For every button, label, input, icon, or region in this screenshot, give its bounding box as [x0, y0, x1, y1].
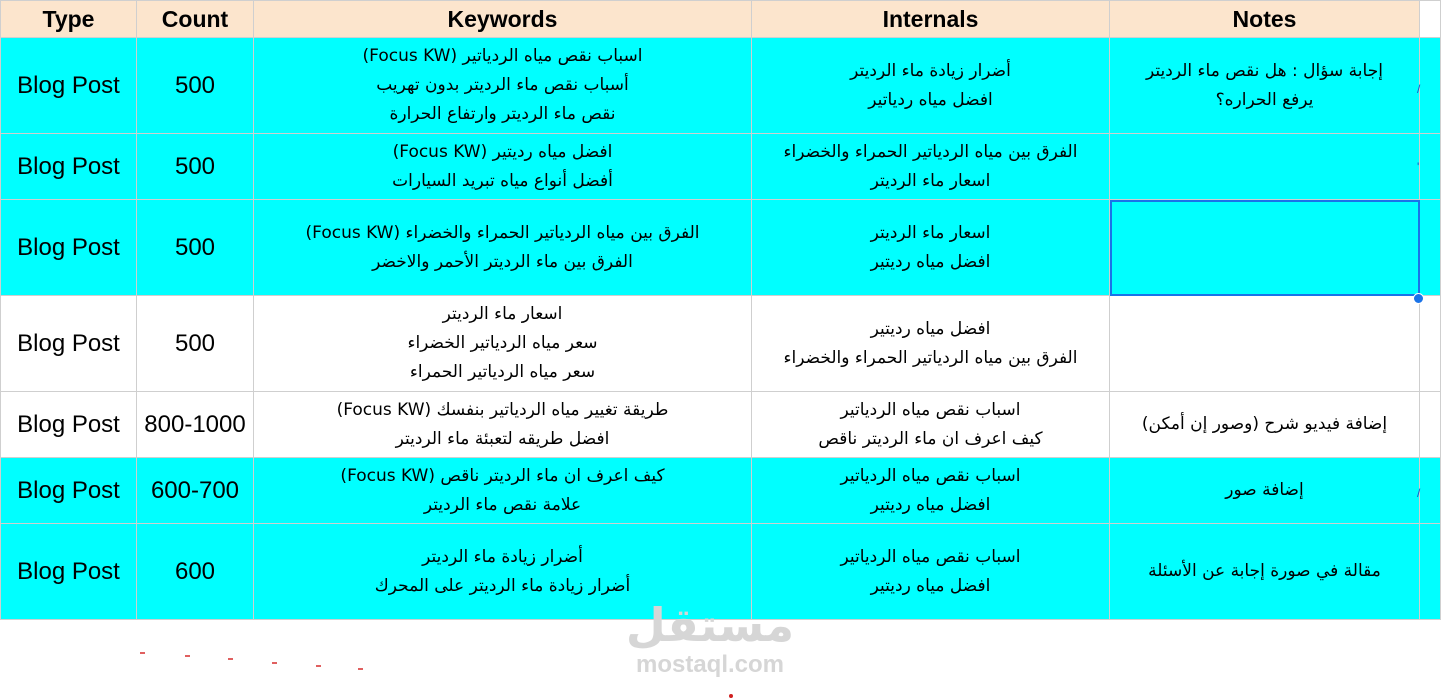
keywords-cell-line: سعر مياه الردياتير الخضراء	[407, 333, 598, 353]
internals-cell[interactable]	[752, 200, 1110, 296]
internals-cell[interactable]	[752, 296, 1110, 392]
type-cell[interactable]: Blog Post	[1, 38, 137, 134]
extra-cell[interactable]	[1420, 392, 1441, 458]
internals-cell-line: افضل مياه رديتير	[870, 251, 991, 272]
column-header-type[interactable]: Type	[1, 1, 137, 38]
extra-cell[interactable]	[1420, 200, 1441, 296]
header-row	[1, 1, 1441, 38]
artifact-speck	[272, 662, 277, 664]
count-cell[interactable]: 500	[137, 38, 254, 134]
column-header-extra[interactable]	[1420, 1, 1441, 38]
extra-cell[interactable]	[1420, 296, 1441, 392]
notes-cell[interactable]	[1110, 524, 1420, 620]
count-cell[interactable]: 500	[137, 200, 254, 296]
type-cell[interactable]: Blog Post	[1, 458, 137, 524]
notes-cell[interactable]	[1110, 200, 1420, 296]
notes-cell-line: إضافة فيديو شرح (وصور إن أمكن)	[1141, 414, 1388, 434]
type-cell[interactable]: Blog Post	[1, 200, 137, 296]
cell-overflow-mark: /	[1417, 486, 1421, 500]
artifact-speck	[316, 665, 321, 667]
internals-cell-line: اسباب نقص مياه الردياتير	[840, 465, 1021, 486]
keywords-cell[interactable]	[254, 134, 752, 200]
internals-cell-line: افضل مياه رديتير	[870, 494, 991, 515]
keywords-cell-line: الفرق بين ماء الرديتر الأحمر والاخضر	[372, 251, 633, 272]
internals-cell-line: اسعار ماء الرديتر	[870, 222, 991, 243]
notes-cell-line: يرفع الحراره؟	[1215, 89, 1314, 110]
internals-cell-line: افضل مياه رديتير	[870, 318, 991, 339]
count-cell[interactable]: 600-700	[137, 458, 254, 524]
notes-cell[interactable]	[1110, 392, 1420, 458]
table-row	[1, 134, 1441, 200]
internals-cell-line: الفرق بين مياه الردياتير الحمراء والخضراء	[783, 347, 1078, 368]
keywords-cell-line: أفضل أنواع مياه تبريد السيارات	[392, 170, 613, 191]
artifact-speck	[729, 694, 733, 698]
keywords-cell-line: علامة نقص ماء الرديتر	[423, 494, 582, 515]
internals-cell[interactable]	[752, 458, 1110, 524]
keywords-cell[interactable]	[254, 458, 752, 524]
notes-cell[interactable]	[1110, 296, 1420, 392]
keywords-cell-line: طريقة تغيير مياه الردياتير بنفسك (Focus KW)	[336, 399, 669, 420]
count-cell[interactable]: 800-1000	[137, 392, 254, 458]
watermark-arabic: مستقل	[625, 598, 795, 652]
count-cell[interactable]: 500	[137, 296, 254, 392]
keywords-cell[interactable]	[254, 392, 752, 458]
table-row	[1, 458, 1441, 524]
internals-cell[interactable]	[752, 38, 1110, 134]
cell-overflow-mark: '	[1417, 160, 1420, 174]
notes-cell[interactable]	[1110, 134, 1420, 200]
internals-cell-line: الفرق بين مياه الردياتير الحمراء والخضراء	[783, 141, 1078, 162]
internals-cell[interactable]	[752, 524, 1110, 620]
keywords-cell[interactable]	[254, 296, 752, 392]
watermark-logo	[620, 600, 800, 680]
notes-cell[interactable]	[1110, 38, 1420, 134]
internals-cell-line: اسباب نقص مياه الردياتير	[840, 399, 1021, 420]
table-row	[1, 392, 1441, 458]
artifact-speck	[228, 658, 233, 660]
keywords-cell-line: افضل مياه رديتير (Focus KW)	[392, 141, 613, 162]
keywords-cell-line: أسباب نقص ماء الرديتر بدون تهريب	[376, 75, 629, 95]
internals-cell-line: كيف اعرف ان ماء الرديتر ناقص	[818, 428, 1043, 449]
type-cell[interactable]: Blog Post	[1, 296, 137, 392]
artifact-speck	[185, 655, 190, 657]
notes-cell[interactable]	[1110, 458, 1420, 524]
keywords-cell[interactable]	[254, 38, 752, 134]
selection-fill-handle[interactable]	[1413, 293, 1424, 304]
keywords-cell-line: كيف اعرف ان ماء الرديتر ناقص (Focus KW)	[340, 465, 665, 486]
internals-cell-line: افضل مياه رديتير	[870, 575, 991, 596]
column-header-keywords[interactable]: Keywords	[254, 1, 752, 38]
internals-cell-line: أضرار زيادة ماء الرديتر	[850, 60, 1011, 81]
keywords-cell-line: اسباب نقص مياه الردياتير (Focus KW)	[362, 46, 643, 66]
watermark-latin: mostaql.com	[635, 651, 785, 678]
internals-cell[interactable]	[752, 392, 1110, 458]
keywords-cell[interactable]	[254, 200, 752, 296]
internals-cell[interactable]	[752, 134, 1110, 200]
keywords-cell-line: الفرق بين مياه الردياتير الحمراء والخضراء (Focus KW)	[305, 222, 700, 243]
cell-overflow-mark: /	[1417, 82, 1421, 96]
internals-cell-line: افضل مياه ردياتير	[868, 89, 993, 110]
keywords-cell-line: نقص ماء الرديتر وارتفاع الحرارة	[389, 104, 616, 124]
keywords-cell-line: افضل طريقه لتعبئة ماء الرديتر	[395, 428, 610, 449]
type-cell[interactable]: Blog Post	[1, 392, 137, 458]
column-header-notes[interactable]: Notes	[1110, 1, 1420, 38]
notes-cell-line: إضافة صور	[1225, 480, 1304, 500]
artifact-speck	[358, 668, 363, 670]
count-cell[interactable]: 500	[137, 134, 254, 200]
column-header-internals[interactable]: Internals	[752, 1, 1110, 38]
table-row	[1, 38, 1441, 134]
keywords-cell-line: سعر مياه الردياتير الحمراء	[409, 362, 596, 382]
internals-cell-line: اسباب نقص مياه الردياتير	[840, 546, 1021, 567]
internals-cell-line: اسعار ماء الرديتر	[870, 170, 991, 191]
type-cell[interactable]: Blog Post	[1, 524, 137, 620]
table-row	[1, 200, 1441, 296]
type-cell[interactable]: Blog Post	[1, 134, 137, 200]
count-cell[interactable]: 600	[137, 524, 254, 620]
keywords-cell-line: أضرار زيادة ماء الرديتر	[422, 546, 583, 567]
notes-cell-line: مقالة في صورة إجابة عن الأسئلة	[1148, 561, 1381, 581]
extra-cell[interactable]	[1420, 524, 1441, 620]
table-row	[1, 296, 1441, 392]
keywords-cell-line: اسعار ماء الرديتر	[442, 304, 563, 324]
notes-cell-line: إجابة سؤال : هل نقص ماء الرديتر	[1146, 60, 1383, 81]
column-header-count[interactable]: Count	[137, 1, 254, 38]
artifact-speck	[140, 652, 145, 654]
keywords-cell-line: أضرار زيادة ماء الرديتر على المحرك	[374, 575, 631, 596]
table-body	[1, 38, 1441, 620]
